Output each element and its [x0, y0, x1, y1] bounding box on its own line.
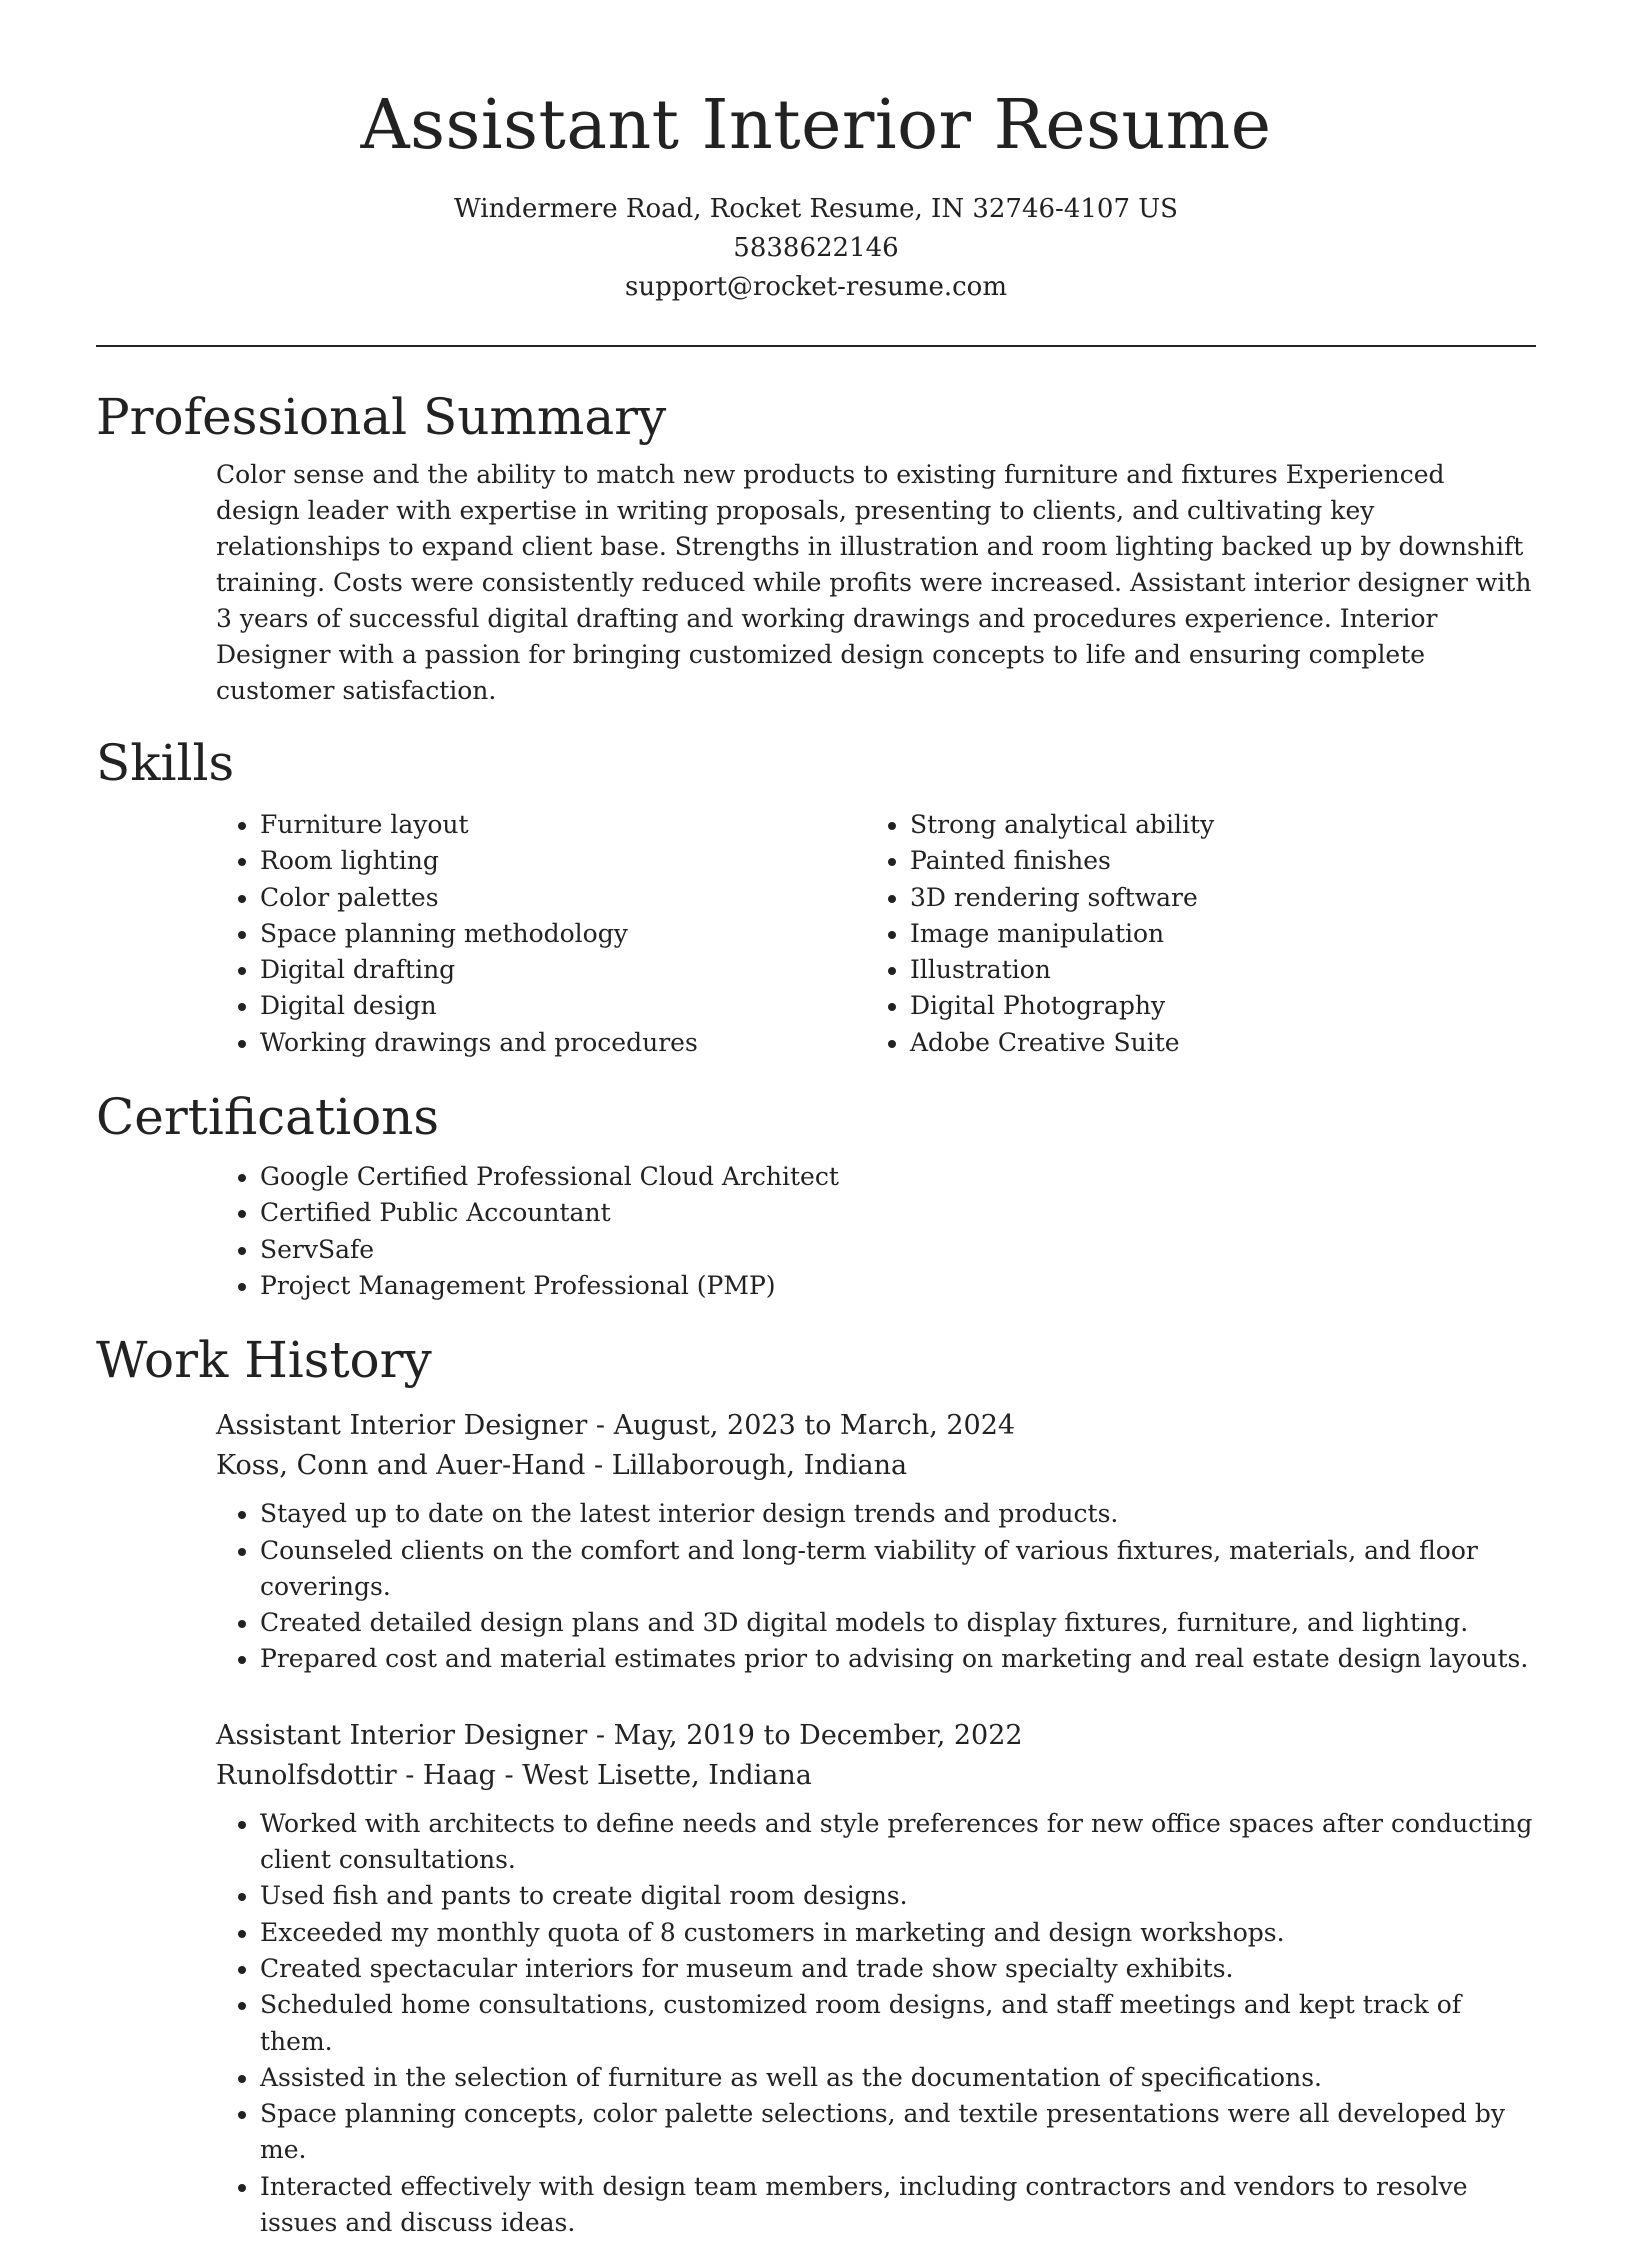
- job-bullet: • Exceeded my monthly quota of 8 customers in marketing and design workshops.: [260, 1915, 1536, 1951]
- skill-item: • 3D rendering software: [910, 880, 1516, 916]
- job-bullet: • Scheduled home consultations, customized room designs, and staff meetings and kept track of them.: [260, 1987, 1536, 2060]
- contact-address: Windermere Road, Rocket Resume, IN 32746-4107 US: [453, 194, 1178, 224]
- job-bullet: • Worked with architects to define needs and style preferences for new office spaces after conducting client consultations.: [260, 1806, 1536, 1879]
- job-bullet: • Prepared cost and material estimates prior to advising on marketing and real estate design layouts.: [260, 1641, 1536, 1677]
- skill-item: • Digital design: [260, 988, 866, 1024]
- job-dates: - August, 2023 to March, 2024: [587, 1410, 1016, 1442]
- job-bullet-list: [216, 1496, 1536, 1677]
- skill-item: • Working drawings and procedures: [260, 1025, 866, 1061]
- certification-item: • Project Management Professional (PMP): [260, 1268, 1536, 1304]
- job-role: Assistant Interior Designer: [216, 1719, 588, 1751]
- job-bullet: • Created detailed design plans and 3D digital models to display fixtures, furniture, and lighting.: [260, 1605, 1536, 1641]
- summary-text: Color sense and the ability to match new products to existing furniture and fixtures Experienced design leader with expertise in writing proposals, presenting to clients, and cultivating key relationships to expand client base. Strengths in illustration and room lighting backed up by downshift training. Costs were consistently reduced while profits were increased. Assistant interior designer with 3 years of successful digital drafting and working drawings and procedures experience. Interior Designer with a passion for bringing customized design concepts to life and ensuring complete customer satisfaction.: [216, 460, 1532, 705]
- skills-columns: [216, 807, 1536, 1061]
- work-history-heading: Work History: [96, 1331, 432, 1390]
- skills-right-column: [866, 807, 1516, 1061]
- job-title-line: [216, 1716, 1536, 1756]
- skill-item: • Painted finishes: [910, 843, 1516, 879]
- job-company: Koss, Conn and Auer-Hand: [216, 1450, 586, 1482]
- job-entry: [216, 1406, 1536, 1677]
- summary-heading: Professional Summary: [96, 388, 667, 446]
- skill-item: • Space planning methodology: [260, 916, 866, 952]
- job-bullet: • Assisted in the selection of furniture as well as the documentation of specifications.: [260, 2060, 1536, 2096]
- job-bullet: • Space planning concepts, color palette selections, and textile presentations were all developed by me.: [260, 2096, 1536, 2169]
- skill-item: • Color palettes: [260, 880, 866, 916]
- job-role: Assistant Interior Designer: [216, 1410, 588, 1442]
- certification-item: • Certified Public Accountant: [260, 1195, 1536, 1231]
- skill-item: • Illustration: [910, 952, 1516, 988]
- job-bullet-list: [216, 1806, 1536, 2241]
- job-bullet: • Counseled clients on the comfort and long-term viability of various fixtures, materials, and floor coverings.: [260, 1533, 1536, 1606]
- job-title-line: [216, 1406, 1536, 1446]
- skill-item: • Furniture layout: [260, 807, 866, 843]
- job-location: - West Lisette, Indiana: [495, 1759, 812, 1791]
- resume-page: [96, 0, 1536, 2241]
- resume-header: [96, 0, 1536, 307]
- job-entry: [216, 1716, 1536, 2241]
- certifications-list: [216, 1159, 1536, 1304]
- certification-item: • ServSafe: [260, 1232, 1536, 1268]
- job-company: Runolfsdottir - Haag: [216, 1759, 496, 1791]
- job-company-line: [216, 1756, 1536, 1796]
- contact-email: support@rocket-resume.com: [624, 272, 1007, 302]
- certifications-block: [216, 1159, 1536, 1304]
- header-divider: [96, 345, 1536, 347]
- skill-item: • Digital Photography: [910, 988, 1516, 1024]
- skills-left-column: [216, 807, 866, 1061]
- job-bullet: • Interacted effectively with design team members, including contractors and vendors to resolve issues and discuss ideas.: [260, 2169, 1536, 2241]
- skill-item: • Image manipulation: [910, 916, 1516, 952]
- skill-item: • Adobe Creative Suite: [910, 1025, 1516, 1061]
- resume-title: Assistant Interior Resume: [360, 86, 1272, 165]
- skills-left-list: [216, 807, 866, 1061]
- skill-item: • Digital drafting: [260, 952, 866, 988]
- certification-item: • Google Certified Professional Cloud Architect: [260, 1159, 1536, 1195]
- contact-block: [96, 190, 1536, 307]
- skills-right-list: [866, 807, 1516, 1061]
- job-dates: - May, 2019 to December, 2022: [587, 1719, 1023, 1751]
- certifications-heading: Certifications: [96, 1088, 440, 1147]
- contact-phone: 5838622146: [733, 233, 899, 263]
- job-bullet: • Created spectacular interiors for museum and trade show specialty exhibits.: [260, 1951, 1536, 1987]
- job-bullet: • Stayed up to date on the latest interior design trends and products.: [260, 1496, 1536, 1532]
- job-company-line: [216, 1446, 1536, 1486]
- skill-item: • Room lighting: [260, 843, 866, 879]
- job-location: - Lillaborough, Indiana: [585, 1450, 908, 1482]
- job-bullet: • Used fish and pants to create digital room designs.: [260, 1878, 1536, 1914]
- skills-heading: Skills: [96, 734, 235, 792]
- skill-item: • Strong analytical ability: [910, 807, 1516, 843]
